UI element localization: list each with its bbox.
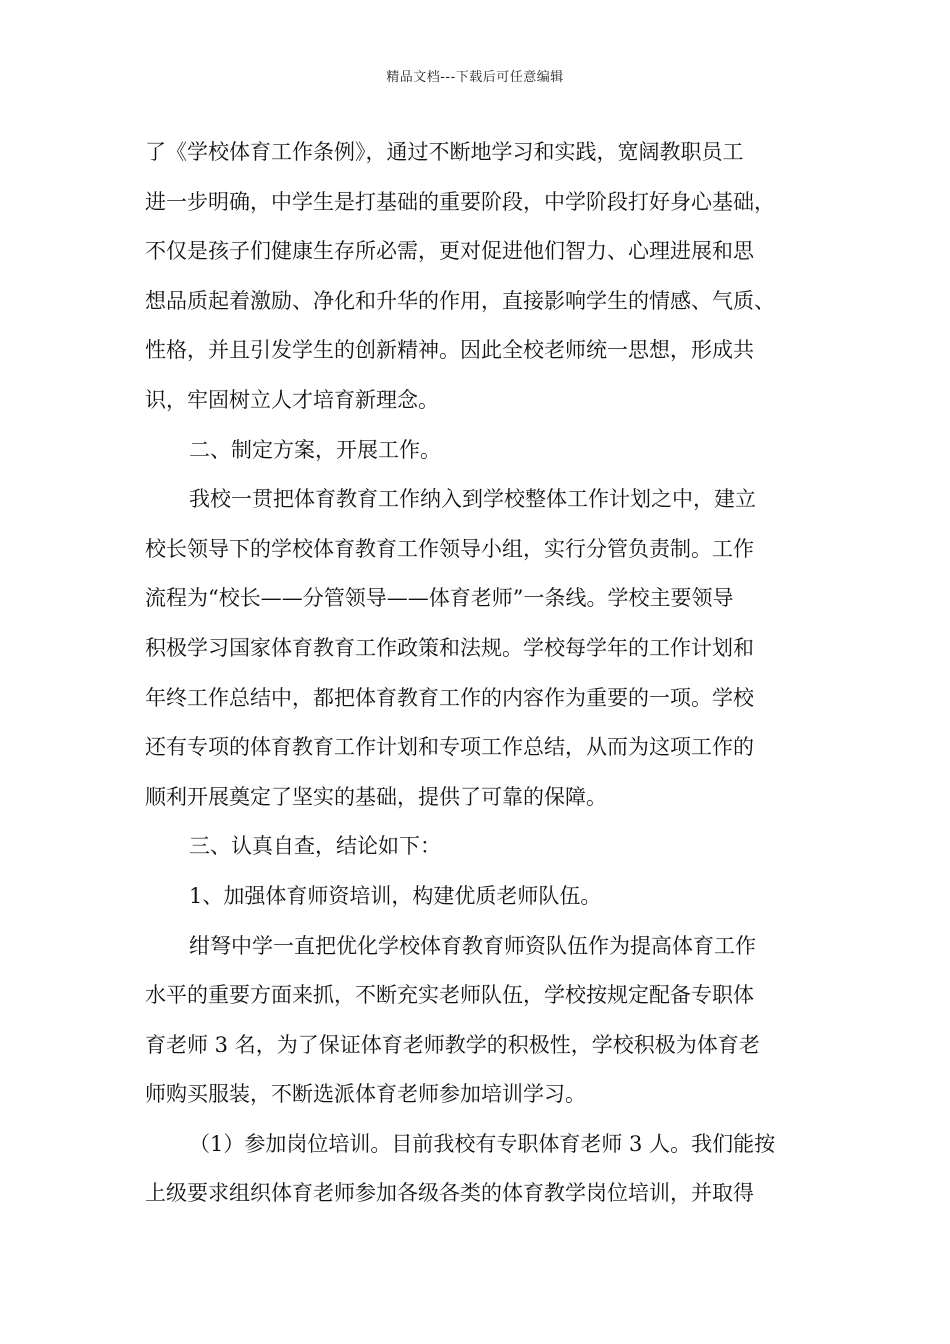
section-heading: 三、认真自查，结论如下： <box>189 834 441 859</box>
text-line: 不仅是孩子们健康生存所必需，更对促进他们智力、心理进展和思 <box>145 239 754 264</box>
text-line: 水平的重要方面来抓，不断充实老师队伍，学校按规定配备专职体 <box>145 983 754 1008</box>
text-line: 了《学校体育工作条例》，通过不断地学习和实践，宽阔教职员工 <box>145 140 744 164</box>
text-line: 顺利开展奠定了坚实的基础，提供了可靠的保障。 <box>145 784 607 809</box>
text-line: 上级要求组织体育老师参加各级各类的体育教学岗位培训，并取得 <box>145 1181 754 1206</box>
text-line: 想品质起着激励、净化和升华的作用，直接影响学生的情感、气质、 <box>145 288 775 313</box>
document-body <box>145 128 825 1219</box>
text-line: 育老师 3 名，为了保证体育老师教学的积极性，学校积极为体育老 <box>145 1032 760 1057</box>
text-line: 流程为“校长——分管领导——体育老师”一条线。学校主要领导 <box>145 586 734 611</box>
subsection-heading: 1、加强体育师资培训，构建优质老师队伍。 <box>189 883 602 908</box>
text-line: 我校一贯把体育教育工作纳入到学校整体工作计划之中，建立 <box>189 487 756 512</box>
text-line: 识，牢固树立人才培育新理念。 <box>145 387 439 412</box>
text-line: 性格，并且引发学生的创新精神。因此全校老师统一思想，形成共 <box>145 338 754 363</box>
page-header: 精品文档---下载后可任意编辑 <box>386 70 564 85</box>
text-line: 进一步明确，中学生是打基础的重要阶段，中学阶段打好身心基础， <box>145 189 775 214</box>
text-line: 还有专项的体育教育工作计划和专项工作总结，从而为这项工作的 <box>145 735 754 760</box>
text-line: 校长领导下的学校体育教育工作领导小组，实行分管负责制。工作 <box>145 536 754 561</box>
text-line: 绀弩中学一直把优化学校体育教育师资队伍作为提高体育工作 <box>189 933 756 958</box>
text-line: （1）参加岗位培训。目前我校有专职体育老师 3 人。我们能按 <box>189 1131 776 1156</box>
text-line: 积极学习国家体育教育工作政策和法规。学校每学年的工作计划和 <box>145 635 754 660</box>
text-line: 师购买服装，不断选派体育老师参加培训学习。 <box>145 1082 586 1107</box>
text-line: 年终工作总结中，都把体育教育工作的内容作为重要的一项。学校 <box>145 685 754 710</box>
section-heading: 二、制定方案，开展工作。 <box>189 437 441 462</box>
